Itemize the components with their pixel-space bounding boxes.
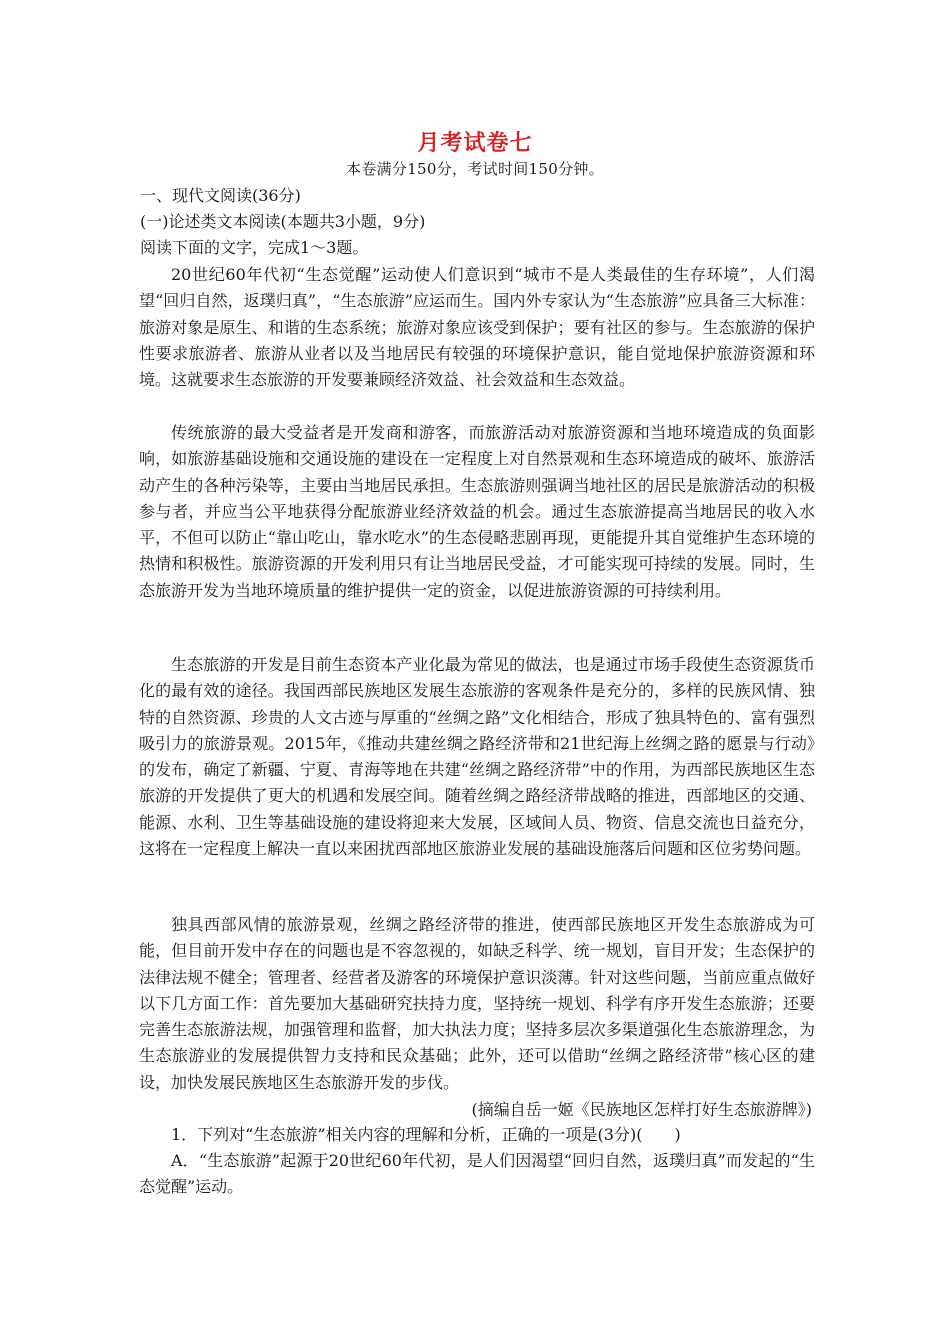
paragraph-1: 20世纪60年代初“生态觉醒”运动使人们意识到“城市不是人类最佳的生存环境”，人们渴望“回归自然，返璞归真”，“生态旅游”应运而生。国内外专家认为“生态旅游”应具备三大标准：旅游对象是原生、和谐的生态系统；旅游对象应该受到保护；要有社区的参与。生态旅游的保护性要求旅游者、旅游从业者以及当地居民有较强的环境保护意识，能自觉地保护旅游资源和环境。这就要求生态旅游的开发要兼顾经济效益、社会效益和生态效益。 xyxy=(139,265,815,390)
paragraph-3: 生态旅游的开发是目前生态资本产业化最为常见的做法，也是通过市场手段使生态资源货币化的最有效的途径。我国西部民族地区发展生态旅游的客观条件是充分的，多样的民族风情、独特的自然资源、珍贵的人文古迹与厚重的“丝绸之路”文化相结合，形成了独具特色的、富有强烈吸引力的旅游景观。2015年，《推动共建丝绸之路经济带和21世纪海上丝绸之路的愿景与行动》的发布，确定了新疆、宁夏、青海等地在共建“丝绸之路经济带”中的作用，为西部民族地区生态旅游的开发提供了更大的机遇和发展空间。随着丝绸之路经济带战略的推进，西部地区的交通、能源、水利、卫生等基础设施的建设将迎来大发展，区域间人员、物资、信息交流也日益充分，这将在一定程度上解决一直以来困扰西部地区旅游业发展的基础设施落后问题和区位劣势问题。 xyxy=(139,655,815,859)
subsection-heading: (一)论述类文本阅读(本题共3小题，9分) xyxy=(140,212,426,231)
paragraph-2: 传统旅游的最大受益者是开发商和游客，而旅游活动对旅游资源和当地环境造成的负面影响，如旅游基础设施和交通设施的建设在一定程度上对自然景观和生态环境造成的破坏、旅游活动产生的各种污染等，主要由当地居民承担。生态旅游则强调当地社区的居民是旅游活动的积极参与者，并应当公平地获得分配旅游业经济效益的机会。通过生态旅游提高当地居民的收入水平，不但可以防止“靠山吃山，靠水吃水”的生态侵略悲剧再现，更能提升其自觉维护生态环境的热情和积极性。旅游资源的开发利用只有让当地居民受益，才可能实现可持续的发展。同时，生态旅游开发为当地环境质量的维护提供一定的资金，以促进旅游资源的可持续利用。 xyxy=(139,423,815,600)
section-heading: 一、现代文阅读(36分) xyxy=(140,186,301,205)
paragraph-4: 独具西部风情的旅游景观，丝绸之路经济带的推进，使西部民族地区开发生态旅游成为可能，但目前开发中存在的问题也是不容忽视的，如缺乏科学、统一规划，盲目开发；生态保护的法律法规不健全；管理者、经营者及游客的环境保护意识淡薄。针对这些问题，当前应重点做好以下几方面工作：首先要加大基础研究扶持力度，坚持统一规划、科学有序开发生态旅游；还要完善生态旅游法规，加强管理和监督，加大执法力度；坚持多层次多渠道强化生态旅游理念，为生态旅游业的发展提供智力支持和民众基础；此外，还可以借助“丝绸之路经济带”核心区的建设，加快发展民族地区生态旅游开发的步伐。 xyxy=(139,915,815,1092)
source-citation: (摘编自岳一姬《民族地区怎样打好生态旅游牌》) xyxy=(471,1100,812,1119)
exam-title: 月考试卷七 xyxy=(417,131,533,156)
reading-instruction: 阅读下面的文字，完成1～3题。 xyxy=(140,238,369,257)
question-1-option-a: A．“生态旅游”起源于20世纪60年代初，是人们因渴望“回归自然，返璞归真”而发起的“生态觉醒”运动。 xyxy=(139,1151,815,1197)
question-1: 1．下列对“生态旅游”相关内容的理解和分析，正确的一项是(3分)( ) xyxy=(171,1125,681,1144)
exam-subtitle: 本卷满分150分，考试时间150分钟。 xyxy=(346,160,604,178)
